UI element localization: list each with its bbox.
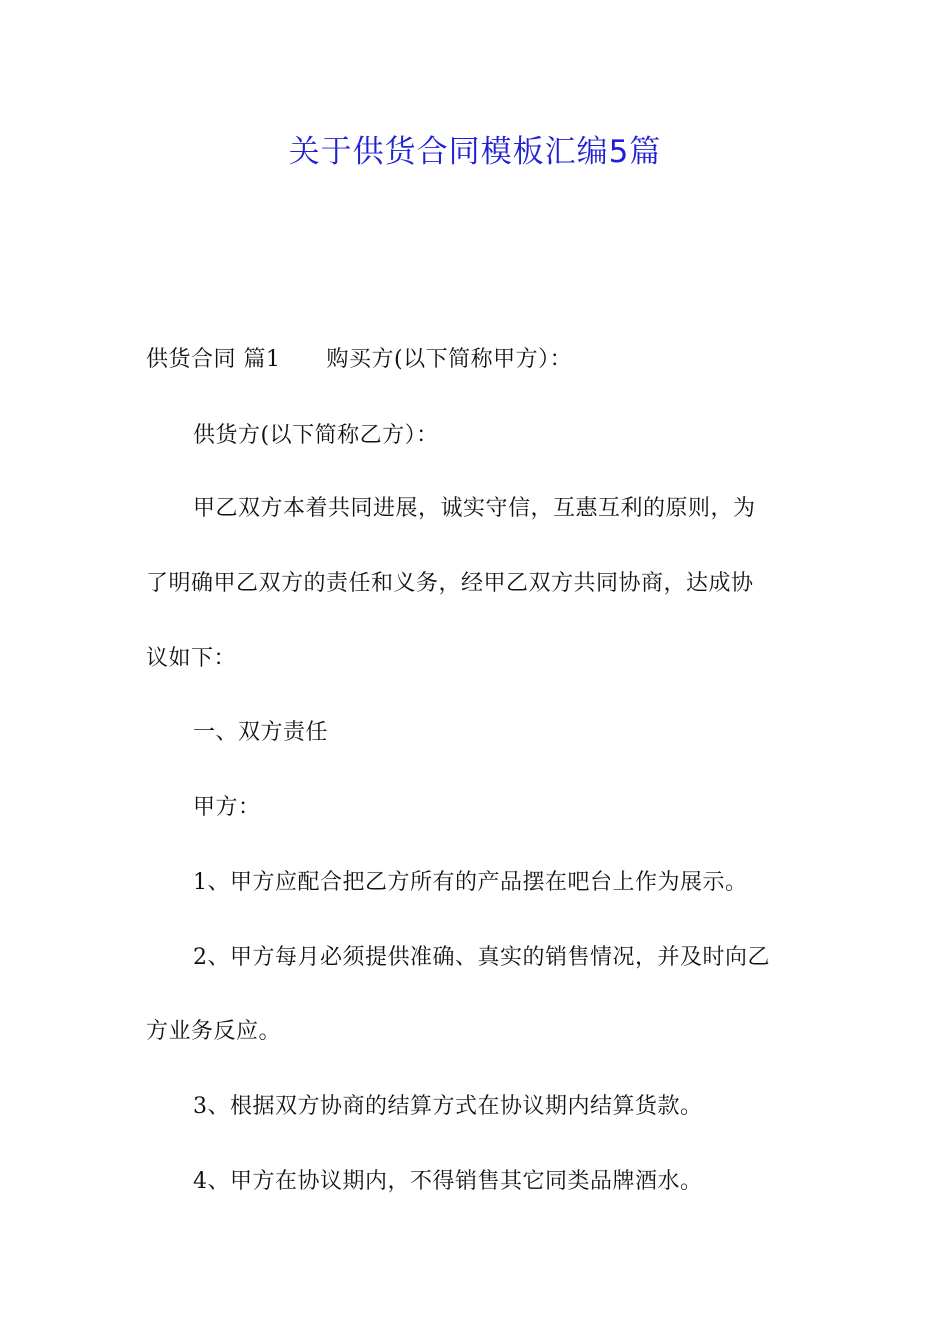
section-heading: 一、双方责任 bbox=[193, 720, 329, 745]
contract-heading-line bbox=[146, 343, 572, 377]
clause-item: 2、甲方每月必须提供准确、真实的销售情况，并及时向乙 bbox=[193, 945, 770, 970]
paragraph-line: 了明确甲乙双方的责任和义务，经甲乙双方共同协商，达成协 bbox=[146, 571, 754, 596]
party-label: 甲方： bbox=[193, 795, 261, 820]
clause-item-continuation: 方业务反应。 bbox=[146, 1019, 282, 1044]
paragraph-line: 甲乙双方本着共同进展，诚实守信，互惠互利的原则，为 bbox=[193, 496, 756, 521]
clause-item: 3、根据双方协商的结算方式在协议期内结算货款。 bbox=[193, 1094, 703, 1119]
clause-item: 4、甲方在协议期内，不得销售其它同类品牌酒水。 bbox=[193, 1169, 703, 1194]
buyer-party-label: 购买方(以下简称甲方）： bbox=[326, 347, 573, 372]
clause-item: 1、甲方应配合把乙方所有的产品摆在吧台上作为展示。 bbox=[193, 870, 748, 895]
paragraph-line: 议如下： bbox=[146, 646, 237, 671]
document-title: 关于供货合同模板汇编5篇 bbox=[288, 134, 662, 170]
supplier-party-label: 供货方(以下简称乙方）： bbox=[193, 423, 439, 448]
contract-section-label: 供货合同 篇1 bbox=[146, 347, 281, 372]
